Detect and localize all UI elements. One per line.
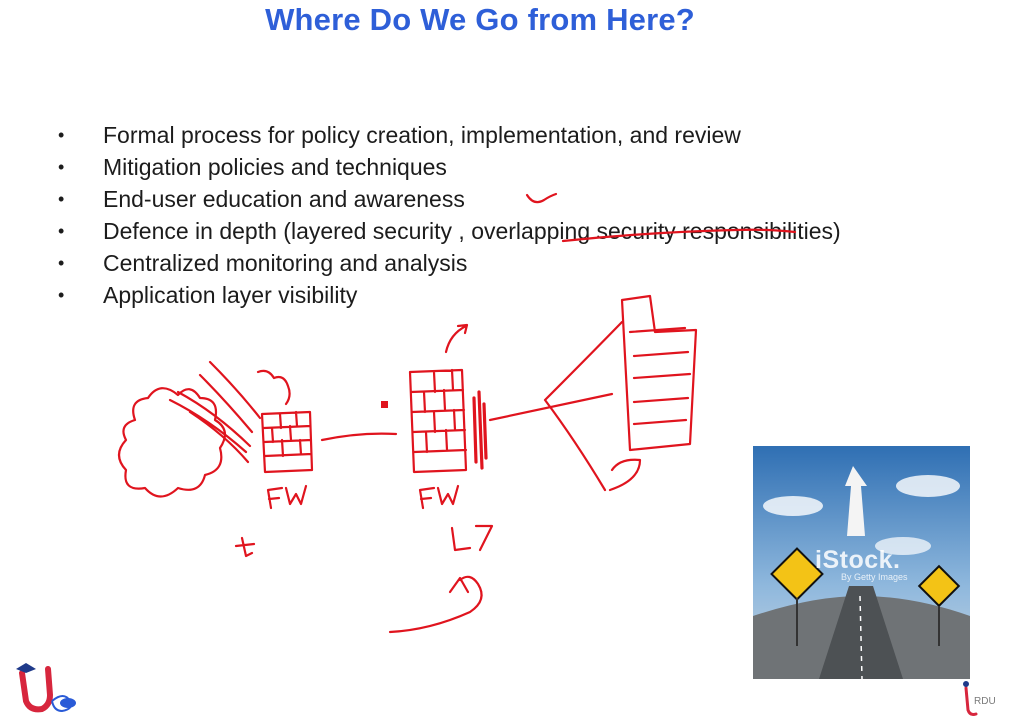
l7-label-ink (452, 526, 492, 550)
link-line-1 (322, 434, 396, 440)
arrow-curve-bottom (390, 577, 482, 632)
bullet-dot: • (58, 253, 65, 273)
check-mark (527, 194, 556, 202)
bullet-dot: • (58, 157, 65, 177)
document-sketch (610, 296, 696, 490)
fw-label-1-ink (268, 486, 306, 508)
corner-mark-text: RDU (974, 696, 996, 707)
slide-title: Where Do We Go from Here? (265, 2, 695, 37)
ink-dot (381, 401, 388, 408)
bullet-dot: • (58, 285, 65, 305)
t-label-ink (236, 538, 254, 556)
cone-sketch (545, 322, 622, 490)
bullet-text: Mitigation policies and techniques (103, 154, 447, 180)
brand-logo (12, 655, 82, 715)
firewall-2 (410, 370, 466, 472)
bullet-text: Defence in depth (layered security , overlapping security responsibilities) (103, 218, 841, 244)
bullet-text: Centralized monitoring and analysis (103, 250, 468, 276)
link-line-2 (490, 394, 612, 420)
shield-strokes (474, 392, 486, 468)
ray-lines (170, 362, 260, 462)
arrow-curl-1 (258, 371, 290, 404)
stock-photo (753, 446, 970, 679)
bullet-dot: • (58, 221, 65, 241)
bullet-text: End-user education and awareness (103, 186, 465, 212)
firewall-1 (262, 412, 312, 472)
cloud-sketch (119, 388, 225, 496)
bullet-text: Application layer visibility (103, 282, 358, 308)
bullet-dot: • (58, 125, 65, 145)
fw-label-2-ink (420, 486, 458, 508)
stock-credit: By Getty Images (841, 572, 908, 582)
arrow-curl-2 (446, 325, 467, 352)
bullet-dot: • (58, 189, 65, 209)
bullet-text: Formal process for policy creation, implementation, and review (103, 122, 741, 148)
stock-watermark: iStock. (815, 546, 901, 574)
